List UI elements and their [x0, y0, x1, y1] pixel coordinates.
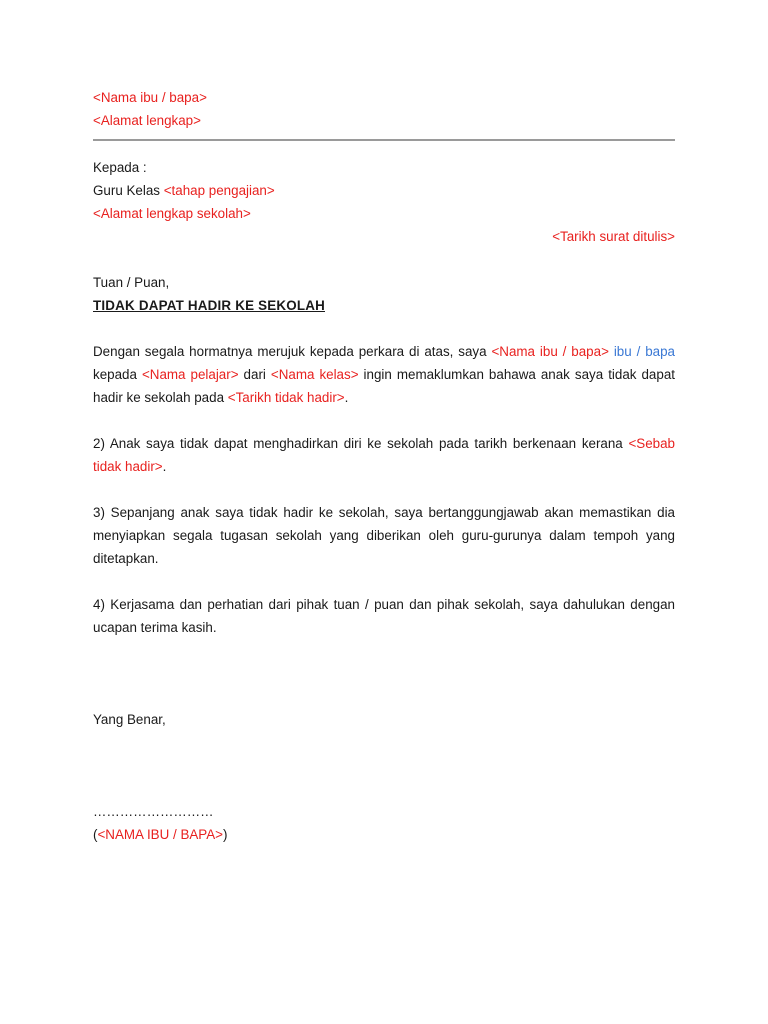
recipient-block: [93, 156, 675, 225]
paragraph-1: [93, 340, 675, 409]
para1-text-3: dari: [238, 367, 271, 382]
para2-text-1: 2) Anak saya tidak dapat menghadirkan diri ke sekolah pada tarikh berkenaan kerana: [93, 436, 629, 451]
recipient-to-label: Kepada :: [93, 160, 147, 175]
para2-text-2: .: [162, 459, 167, 474]
para1-text-4: ingin memaklumkan bahawa anak saya tidak dapat hadir ke sekolah pada: [93, 367, 675, 405]
spacer: [93, 731, 675, 777]
para1-text-2: kepada: [93, 367, 142, 382]
recipient-teacher-prefix: Guru Kelas: [93, 183, 160, 198]
para1-parent-name: <Nama ibu / bapa>: [491, 344, 609, 359]
recipient-level: <tahap pengajian>: [163, 183, 275, 198]
recipient-teacher-line: [93, 179, 675, 202]
spacer: [93, 248, 675, 271]
closing: Yang Benar,: [93, 712, 166, 727]
para1-student-name: <Nama pelajar>: [141, 367, 239, 382]
header-divider: [93, 139, 675, 141]
recipient-school-address: <Alamat lengkap sekolah>: [93, 206, 251, 221]
letter: [93, 86, 675, 846]
spacer: [93, 639, 675, 685]
sender-address: <Alamat lengkap>: [93, 113, 201, 128]
subject-title: TIDAK DAPAT HADIR KE SEKOLAH: [93, 298, 325, 313]
signature-close-paren: ): [223, 827, 228, 842]
para2-reason: <Sebab tidak hadir>: [93, 436, 675, 474]
spacer: [93, 409, 675, 432]
spacer: [93, 478, 675, 501]
spacer: [93, 570, 675, 593]
spacer: [93, 777, 675, 800]
spacer: [93, 317, 675, 340]
para1-text-1: Dengan segala hormatnya merujuk kepada perkara di atas, saya: [93, 344, 492, 359]
sender-name: <Nama ibu / bapa>: [93, 90, 207, 105]
para1-text-5: .: [344, 390, 349, 405]
paragraph-4: 4) Kerjasama dan perhatian dari pihak tuan / puan dan pihak sekolah, saya dahulukan dengan ucapan terima kasih.: [93, 597, 675, 635]
signature-name: <NAMA IBU / BAPA>: [97, 827, 223, 842]
paragraph-2: [93, 432, 675, 478]
para1-class-name: <Nama kelas>: [270, 367, 359, 382]
paragraph-3: 3) Sepanjang anak saya tidak hadir ke sekolah, saya bertanggungjawab akan memastikan dia menyiapkan segala tugasan sekolah yang diberikan oleh guru-gurunya dalam tempoh yang ditetapkan.: [93, 505, 675, 566]
sender-block: [93, 86, 675, 132]
signature-line: ………………………: [93, 804, 214, 819]
signature-name-line: [93, 823, 675, 846]
letter-date: <Tarikh surat ditulis>: [552, 229, 675, 244]
signature-open-paren: (: [93, 827, 98, 842]
para1-absent-date: <Tarikh tidak hadir>: [227, 390, 345, 405]
para1-role: ibu / bapa: [613, 344, 675, 359]
spacer: [93, 685, 675, 708]
salutation: Tuan / Puan,: [93, 275, 170, 290]
